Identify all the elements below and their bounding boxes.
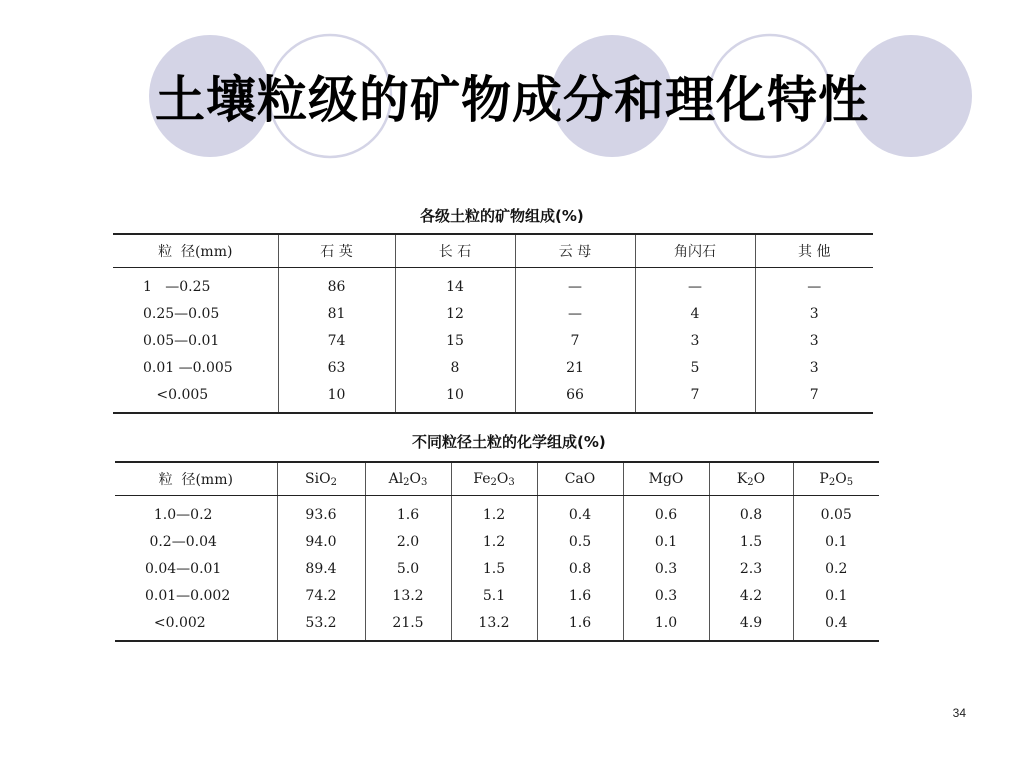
table-cell: 21 bbox=[515, 354, 635, 381]
table-cell: 74.2 bbox=[277, 582, 365, 609]
page-number: 34 bbox=[952, 706, 966, 720]
table-cell: 1.2 bbox=[451, 496, 537, 529]
column-header-p2o5: $P_2O_5$ bbox=[793, 462, 879, 496]
table-cell: 3 bbox=[635, 327, 755, 354]
table-row bbox=[113, 354, 873, 381]
table-row bbox=[115, 496, 879, 529]
table-cell: 4.2 bbox=[709, 582, 793, 609]
table-cell: 7 bbox=[515, 327, 635, 354]
table-cell: 5.0 bbox=[365, 555, 451, 582]
column-header-hornblende: 角闪石 bbox=[635, 234, 755, 268]
table-cell: 10 bbox=[395, 381, 515, 413]
table-cell: 53.2 bbox=[277, 609, 365, 641]
table-cell: 0.1 bbox=[793, 582, 879, 609]
slide-title: 土壤粒级的矿物成分和理化特性 bbox=[155, 71, 869, 129]
table-row bbox=[115, 582, 879, 609]
table-cell: 0.8 bbox=[709, 496, 793, 529]
table-cell: 4 bbox=[635, 300, 755, 327]
table-cell: 1.5 bbox=[709, 528, 793, 555]
table-cell: 8 bbox=[395, 354, 515, 381]
column-header-quartz: 石 英 bbox=[278, 234, 395, 268]
table-cell: 0.8 bbox=[537, 555, 623, 582]
table-cell: 63 bbox=[278, 354, 395, 381]
table-cell: 74 bbox=[278, 327, 395, 354]
table-cell: 0.3 bbox=[623, 582, 709, 609]
table-row bbox=[115, 609, 879, 641]
table-cell: 5.1 bbox=[451, 582, 537, 609]
table-cell: 7 bbox=[755, 381, 873, 413]
table-cell: 0.5 bbox=[537, 528, 623, 555]
mineral-composition-table bbox=[113, 233, 873, 414]
column-header-mica: 云 母 bbox=[515, 234, 635, 268]
chemical-table-caption: 不同粒径土粒的化学组成(%) bbox=[412, 433, 606, 451]
table-cell: 0.6 bbox=[623, 496, 709, 529]
chemical-composition-table bbox=[115, 461, 879, 642]
table-cell: 0.4 bbox=[537, 496, 623, 529]
table-cell: 1.5 bbox=[451, 555, 537, 582]
table-cell: 14 bbox=[395, 268, 515, 301]
table-cell: 86 bbox=[278, 268, 395, 301]
table-row bbox=[115, 555, 879, 582]
table-cell: 5 bbox=[635, 354, 755, 381]
table-cell: 12 bbox=[395, 300, 515, 327]
table-cell: 89.4 bbox=[277, 555, 365, 582]
column-header-mgo: MgO bbox=[623, 462, 709, 496]
table-cell: 3 bbox=[755, 354, 873, 381]
column-header-al2o3: $Al_2O_3$ bbox=[365, 462, 451, 496]
table-header-row bbox=[113, 234, 873, 268]
column-header-other: 其 他 bbox=[755, 234, 873, 268]
mineral-table-caption: 各级土粒的矿物组成(%) bbox=[420, 207, 584, 225]
table-cell: 93.6 bbox=[277, 496, 365, 529]
table-cell: 1.6 bbox=[537, 609, 623, 641]
column-header-fe2o3: $Fe_2O_3$ bbox=[451, 462, 537, 496]
table-cell: 13.2 bbox=[365, 582, 451, 609]
table-cell: 0.04—0.01 bbox=[145, 560, 222, 577]
table-row bbox=[115, 528, 879, 555]
table-row bbox=[113, 381, 873, 413]
table-cell: 3 bbox=[755, 327, 873, 354]
table-header-row bbox=[115, 462, 879, 496]
table-cell: 0.05 bbox=[793, 496, 879, 529]
table-cell: 0.3 bbox=[623, 555, 709, 582]
column-header-sio2: SiO$_2$ bbox=[277, 462, 365, 496]
table-cell: 0.2—0.04 bbox=[145, 533, 217, 550]
table-cell: 7 bbox=[635, 381, 755, 413]
table-cell: 10 bbox=[278, 381, 395, 413]
table-cell: 81 bbox=[278, 300, 395, 327]
table-cell: 0.05—0.01 bbox=[143, 332, 220, 349]
table-cell: 13.2 bbox=[451, 609, 537, 641]
table-cell: <0.005 bbox=[113, 381, 278, 413]
table-cell: 0.25—0.05 bbox=[143, 305, 220, 322]
table-cell: 2.3 bbox=[709, 555, 793, 582]
table-cell: 94.0 bbox=[277, 528, 365, 555]
table-cell: 1.0 bbox=[623, 609, 709, 641]
table-cell: 1.6 bbox=[537, 582, 623, 609]
table-cell: 1.0—0.2 bbox=[145, 506, 213, 523]
table-row bbox=[113, 300, 873, 327]
table-cell: 0.1 bbox=[623, 528, 709, 555]
table-cell: — bbox=[635, 268, 755, 301]
table-cell: 0.2 bbox=[793, 555, 879, 582]
column-header-k2o: $K_2O$ bbox=[709, 462, 793, 496]
table-cell: 66 bbox=[515, 381, 635, 413]
table-cell: 4.9 bbox=[709, 609, 793, 641]
table-cell: 0.4 bbox=[793, 609, 879, 641]
column-header-cao: CaO bbox=[537, 462, 623, 496]
table-cell: 15 bbox=[395, 327, 515, 354]
table-cell: — bbox=[515, 268, 635, 301]
table-cell: — bbox=[755, 268, 873, 301]
table-cell: 3 bbox=[755, 300, 873, 327]
column-header-particle-size: 粒 径(mm) bbox=[115, 462, 277, 496]
table-row bbox=[113, 268, 873, 301]
table-cell: 21.5 bbox=[365, 609, 451, 641]
table-cell: 0.01 —0.005 bbox=[143, 359, 233, 376]
table-cell: <0.002 bbox=[115, 609, 277, 641]
table-cell: — bbox=[515, 300, 635, 327]
column-header-particle-size: 粒 径(mm) bbox=[113, 234, 278, 268]
table-row bbox=[113, 327, 873, 354]
table-cell: 2.0 bbox=[365, 528, 451, 555]
table-cell: 0.01—0.002 bbox=[145, 587, 231, 604]
table-cell: 1.2 bbox=[451, 528, 537, 555]
column-header-feldspar: 长 石 bbox=[395, 234, 515, 268]
table-cell: 1.6 bbox=[365, 496, 451, 529]
table-cell: 1 —0.25 bbox=[143, 278, 211, 295]
table-cell: 0.1 bbox=[793, 528, 879, 555]
